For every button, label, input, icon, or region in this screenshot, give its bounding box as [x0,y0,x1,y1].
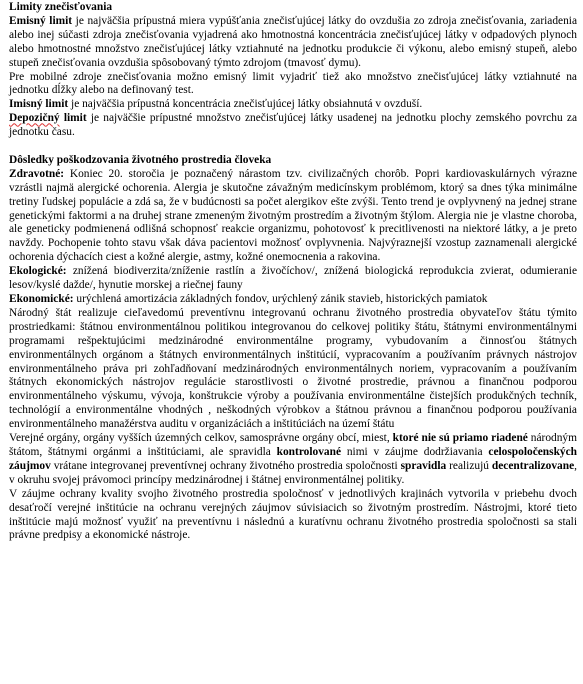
paragraph-public-bodies [9,432,577,488]
text-public-i: realizujú [446,459,492,472]
term-emission-limit: Emisný limit [9,14,73,27]
text-public-g: vrátane integrovanej preventívnej ochrany životného prostredia spoločnosti [50,459,401,472]
blank-line [9,140,577,154]
definition-imission-limit: je najväčšia prípustná koncentrácia znečisťujúcej látky obsiahnutá v ovzduší. [68,98,423,111]
definition-emission-limit: je najväčšia prípustná miera vypúšťania znečisťujúcej látky do ovzdušia zo zdroja znečisťovania, zariadenia alebo inej súčasti zdroja znečisťovania vyjadrená ako hmotnostná koncentrácia znečisťujúcej látky v odpadových plynoch alebo hmotnostné množstvo znečisťujúcej látky vztiahnuté na jednotku produkcie či výkonu, alebo emisný stupeň, alebo stupeň znečisťovania ovzdušia spôsobovaný týmto zdrojom (tmavosť dymu). [9,14,577,69]
spellcheck-word: Depozičný [9,112,60,125]
text-public-k: , v okruhu svojej právomoci princípy medzinárodnej i štátnej environmentálnej politiky. [9,459,577,486]
emphasis-not-directly-managed: ktoré nie sú priamo riadené [392,432,528,445]
paragraph-imission-limit [9,98,577,112]
text-economic: urýchlená amortizácia základných fondov, urýchlený zánik stavieb, historických pamiatok [73,293,488,306]
emphasis-societal-interests: celospoločenských záujmov [9,445,578,472]
paragraph-ecological [9,265,577,293]
label-ecological: Ekologické: [9,265,67,278]
section-heading-consequences: Dôsledky poškodzovania životného prostredia človeka [9,153,272,166]
emphasis-decentralized: decentralizovane [491,459,575,472]
paragraph-health [9,168,577,265]
emphasis-usually: spravidla [400,459,447,472]
term-deposition-rest: limit [59,112,87,125]
label-health: Zdravotné: [9,167,65,180]
text-health: Koniec 20. storočia je poznačený nárastom tzv. civilizačných chorôb. Popri kardiovaskulárnych výrazne vzrástli najmä alergické ochorenia. Alergia je skutočne závažným medicínskym problémom, ktorý sa dnes týka minimálne tretiny ľudskej populácie a zdá sa, že v budúcnosti sa počet alergikov ešte zvýši. Tento trend je ovplyvnený na jednej strane genetickými faktormi a na druhej strane zmeneným životným prostredím a životným štýlom. Alergia nie je vlastne choroba, ale geneticky podmienená odlišná schopnosť reakcie organizmu, pohotovosť k precitlivenosti na niektoré látky, a je preto navždy. Pochopenie tohto stavu však dáva pacientovi možnosť ovplyvnenia. Najvýraznejší vzostup zaznamenali alergické ochorenia dýchacích ciest a kožné alergie, astmy, kožné onemocnenia a rakovina. [9,167,577,264]
paragraph-closing: V záujme ochrany kvality svojho životného prostredia spoločnosť v jednotlivých krajinách vytvorila v priebehu dvoch desaťročí verejné inštitúcie na ochranu verejných záujmov súvisiacich so životným prostredím. Nástrojmi, ktoré tieto inštitúcie majú možnosť využiť na preventívnu i následnú a kuratívnu ochranu životného prostredia spoločnosti sa stali právne predpisy a ekonomické nástroje. [9,487,577,542]
paragraph-national-state: Národný štát realizuje cieľavedomú preventívnu integrovanú ochranu životného prostredia obyvateľov štátu týmito prostriedkami: štátnou environmentálnou politikou integrovanou do celkovej politiky štátu, štátnymi environmentálnymi programami rešpektujúcimi medzinárodné environmentálne programy, vybudovaním a činnosťou štátnych environmentálnych orgánom a štátnych environmentálnych inštitúcií, vypracovaním a používaním právnych nástrojov environmentálneho práva pri zohľadňovaní medzinárodných environmentálnych noriem, vypracovaním a používaním štátnych ekonomických nástrojov regulácie starostlivosti o životné prostredie, právnou a finančnou podporou environmentálneho výskumu, vývoja, konštrukcie výroby a používania environmentálne čistejších produkčných techník, technológií a environmentálne vhodných , neškodných výrobkov a štátnou právnou a finančnou podporou používania environmentálneho manažérstva auditu v organizáciách a inštitúciách na území štátu [9,306,577,431]
text-public-e: nimi v záujme dodržiavania [341,445,489,458]
paragraph-deposition-limit [9,112,577,140]
label-economic: Ekonomické: [9,293,74,306]
paragraph-emission-limit [9,15,577,71]
definition-deposition-limit: je najväčšie prípustné množstvo znečisťujúcej látky usadenej na jednotku plochy zemského povrchu za jednotku času. [9,112,578,139]
text-ecological: znížená biodiverzita/zníženie rastlín a živočíchov/, znížená biologická reprodukcia zvierat, odumieranie lesov/kyslé dažde/, hynutie morskej a riečnej fauny [9,265,577,292]
paragraph-mobile-sources: Pre mobilné zdroje znečisťovania možno emisný limit vyjadriť tiež ako množstvo znečisťujúcej látky vztiahnuté na jednotku dĺžky alebo na definovaný test. [9,70,577,97]
text-public-c: národným štátom, štátnymi orgánmi a inštitúciami, ale spravidla [9,432,577,458]
term-imission-limit: Imisný limit [9,98,69,111]
paragraph-economic [9,293,577,307]
emphasis-controlled: kontrolované [276,445,342,458]
section-heading-limits: Limity znečisťovania [9,1,113,13]
text-public-a: Verejné orgány, orgány vyšších územných celkov, samosprávne orgány obcí, miest, [9,432,393,445]
term-deposition-limit [9,112,87,124]
